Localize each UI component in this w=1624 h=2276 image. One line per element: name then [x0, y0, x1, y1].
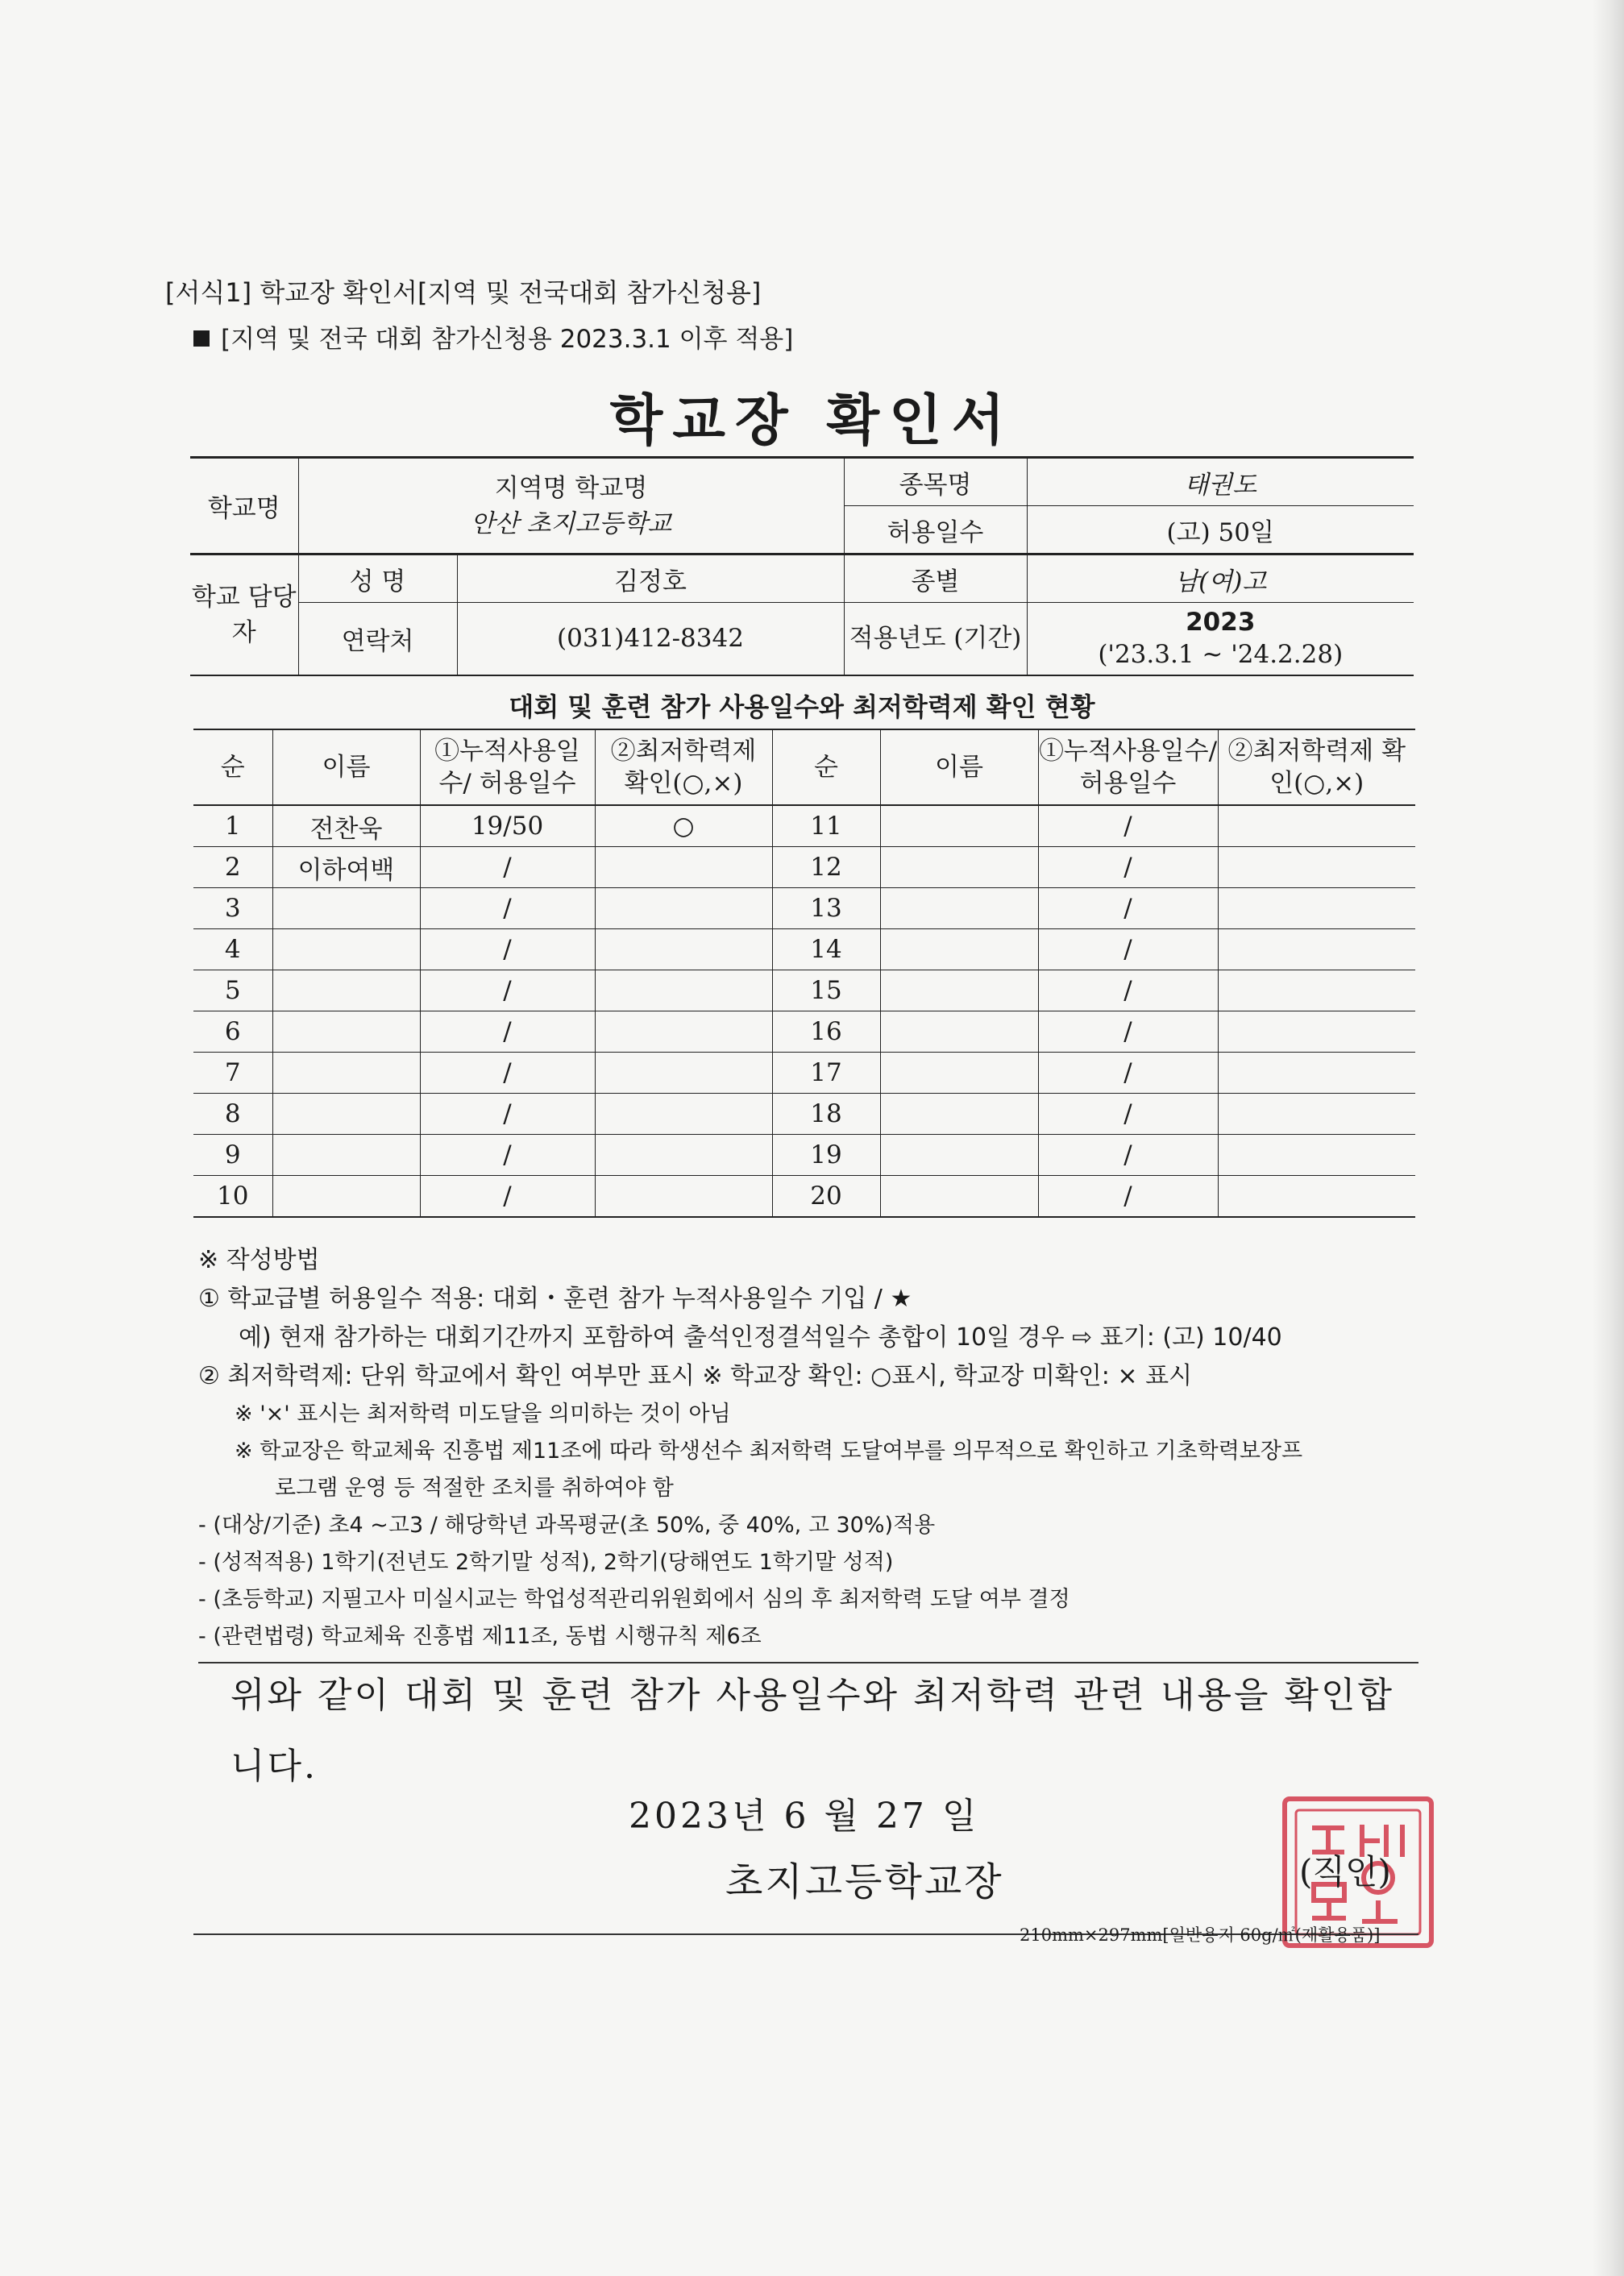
name-label: 성 명	[298, 554, 457, 603]
row-check	[1218, 1135, 1415, 1176]
col-name-right: 이름	[880, 729, 1038, 805]
period-value: ('23.3.1 ~ '24.2.28)	[1098, 640, 1344, 670]
col-no-left: 순	[193, 729, 272, 805]
row-days: /	[1038, 929, 1218, 970]
row-no: 19	[772, 1135, 880, 1176]
gender-value: 남(여)고	[1027, 554, 1414, 603]
row-no: 3	[193, 888, 272, 929]
row-days: /	[420, 1053, 595, 1094]
detail-law: - (관련법령) 학교체육 진흥법 제11조, 동법 시행규칙 제6조	[198, 1624, 762, 1649]
note-2-a: ※ '×' 표시는 최저학력 미도달을 의미하는 것이 아님	[235, 1402, 731, 1427]
col-days-left: ①누적사용일수/ 허용일수	[420, 729, 595, 805]
page-edge-shadow	[1592, 0, 1624, 2276]
usage-note	[193, 318, 793, 355]
row-check	[595, 1011, 772, 1053]
event-value: 태권도	[1027, 458, 1414, 506]
row-days: /	[1038, 1011, 1218, 1053]
square-bullet-icon	[193, 330, 210, 347]
row-name	[272, 929, 420, 970]
row-no: 1	[193, 805, 272, 847]
row-name	[272, 1176, 420, 1218]
row-no: 17	[772, 1053, 880, 1094]
row-check	[595, 970, 772, 1011]
paper-spec: 210mm×297mm[일반용지 60g/㎡(재활용품)]	[1020, 1925, 1381, 1945]
row-name	[272, 1011, 420, 1053]
roster-title: 대회 및 훈련 참가 사용일수와 최저학력제 확인 현황	[509, 692, 1095, 722]
row-name	[880, 1135, 1038, 1176]
row-days: /	[420, 1135, 595, 1176]
note-1-example: 예) 현재 참가하는 대회기간까지 포함하여 출석인정결석일수 총합이 10일 경우 ⇨ 표기: (고) 10/40	[239, 1323, 1282, 1352]
row-check	[1218, 1053, 1415, 1094]
issue-date: 2023년 6 월 27 일	[629, 1796, 980, 1837]
row-check	[595, 847, 772, 888]
row-days: /	[420, 847, 595, 888]
col-no-right: 순	[772, 729, 880, 805]
row-no: 20	[772, 1176, 880, 1218]
row-days: /	[420, 970, 595, 1011]
detail-grades: - (성적적용) 1학기(전년도 2학기말 성적), 2학기(당해연도 1학기말 성적)	[198, 1550, 894, 1575]
row-no: 7	[193, 1053, 272, 1094]
row-days: /	[1038, 805, 1218, 847]
row-no: 8	[193, 1094, 272, 1135]
row-days: /	[420, 1094, 595, 1135]
row-no: 5	[193, 970, 272, 1011]
form-label: [서식1] 학교장 확인서[지역 및 전국대회 참가신청용]	[165, 277, 762, 308]
row-days: 19/50	[420, 805, 595, 847]
row-name	[880, 1176, 1038, 1218]
principal-title: 초지고등학교장	[725, 1859, 1004, 1904]
row-check	[1218, 805, 1415, 847]
row-name: 전찬욱	[272, 805, 420, 847]
row-name: 이하여백	[272, 847, 420, 888]
row-days: /	[420, 1011, 595, 1053]
row-days: /	[1038, 888, 1218, 929]
row-check	[595, 929, 772, 970]
manager-label: 학교 담당자	[190, 554, 298, 675]
col-check-right: ②최저학력제 확인(○,×)	[1218, 729, 1415, 805]
row-days: /	[1038, 970, 1218, 1011]
allowed-days-label: 허용일수	[844, 506, 1027, 554]
name-value: 김정호	[457, 554, 844, 603]
row-name	[880, 970, 1038, 1011]
event-label: 종목명	[844, 458, 1027, 506]
note-1: ① 학교급별 허용일수 적용: 대회・훈련 참가 누적사용일수 기입 / ★	[198, 1285, 912, 1313]
allowed-days-value: (고) 50일	[1027, 506, 1414, 554]
row-name	[880, 1094, 1038, 1135]
col-days-right: ①누적사용일수/ 허용일수	[1038, 729, 1218, 805]
row-check: ○	[595, 805, 772, 847]
row-no: 14	[772, 929, 880, 970]
row-check	[595, 1176, 772, 1218]
row-days: /	[1038, 1135, 1218, 1176]
row-no: 15	[772, 970, 880, 1011]
row-check	[1218, 1094, 1415, 1135]
row-name	[880, 1053, 1038, 1094]
contact-label: 연락처	[298, 603, 457, 675]
writing-instructions	[198, 1241, 1423, 1655]
row-check	[1218, 847, 1415, 888]
school-info-table	[190, 456, 1414, 676]
year-value: 2023	[1186, 608, 1256, 638]
note-2-b: ※ 학교장은 학교체육 진흥법 제11조에 따라 학생선수 최저학력 도달여부를 의무적으로 확인하고 기초학력보장프	[235, 1439, 1303, 1464]
note-2: ② 최저학력제: 단위 학교에서 확인 여부만 표시 ※ 학교장 확인: ○표시, 학교장 미확인: × 표시	[198, 1362, 1193, 1390]
row-days: /	[420, 929, 595, 970]
row-check	[1218, 1176, 1415, 1218]
school-name: 안산 초지고등학교	[470, 509, 672, 538]
school-label: 학교명	[190, 458, 298, 554]
row-check	[595, 1094, 772, 1135]
row-days: /	[1038, 1094, 1218, 1135]
row-check	[1218, 888, 1415, 929]
row-no: 11	[772, 805, 880, 847]
row-no: 18	[772, 1094, 880, 1135]
row-name	[272, 1094, 420, 1135]
col-check-left: ②최저학력제 확인(○,×)	[595, 729, 772, 805]
notes-heading: ※ 작성방법	[198, 1246, 320, 1274]
row-check	[1218, 929, 1415, 970]
roster-table	[193, 729, 1415, 1218]
row-days: /	[420, 888, 595, 929]
detail-target: - (대상/기준) 초4 ~고3 / 해당학년 과목평균(초 50%, 중 40%, 고 30%)적용	[198, 1513, 936, 1538]
row-no: 6	[193, 1011, 272, 1053]
row-days: /	[420, 1176, 595, 1218]
row-no: 9	[193, 1135, 272, 1176]
detail-elementary: - (초등학교) 지필고사 미실시교는 학업성적관리위원회에서 심의 후 최저학력 도달 여부 결정	[198, 1587, 1070, 1612]
row-name	[272, 970, 420, 1011]
row-name	[880, 847, 1038, 888]
row-name	[272, 1135, 420, 1176]
row-name	[880, 805, 1038, 847]
row-no: 10	[193, 1176, 272, 1218]
row-no: 2	[193, 847, 272, 888]
row-no: 12	[772, 847, 880, 888]
row-name	[272, 1053, 420, 1094]
confirm-statement: 위와 같이 대회 및 훈련 참가 사용일수와 최저학력 관련 내용을 확인합니다.	[231, 1675, 1394, 1787]
row-no: 4	[193, 929, 272, 970]
row-check	[595, 1135, 772, 1176]
row-days: /	[1038, 1176, 1218, 1218]
row-check	[1218, 970, 1415, 1011]
row-days: /	[1038, 1053, 1218, 1094]
row-name	[880, 1011, 1038, 1053]
row-name	[880, 888, 1038, 929]
page-title: 학교장 확인서	[609, 389, 1015, 453]
contact-value: (031)412-8342	[457, 603, 844, 675]
row-name	[880, 929, 1038, 970]
row-days: /	[1038, 847, 1218, 888]
row-name	[272, 888, 420, 929]
school-hint: 지역명 학교명	[494, 473, 648, 503]
row-no: 13	[772, 888, 880, 929]
row-no: 16	[772, 1011, 880, 1053]
row-check	[595, 888, 772, 929]
row-check	[595, 1053, 772, 1094]
seal-label: (직인)	[1299, 1852, 1391, 1892]
gender-label: 종별	[844, 554, 1027, 603]
note-2-b-cont: 로그램 운영 등 적절한 조치를 취하여야 함	[275, 1476, 674, 1501]
usage-note-text: [지역 및 전국 대회 참가신청용 2023.3.1 이후 적용]	[221, 325, 794, 354]
year-label: 적용년도 (기간)	[844, 603, 1027, 675]
col-name-left: 이름	[272, 729, 420, 805]
row-check	[1218, 1011, 1415, 1053]
